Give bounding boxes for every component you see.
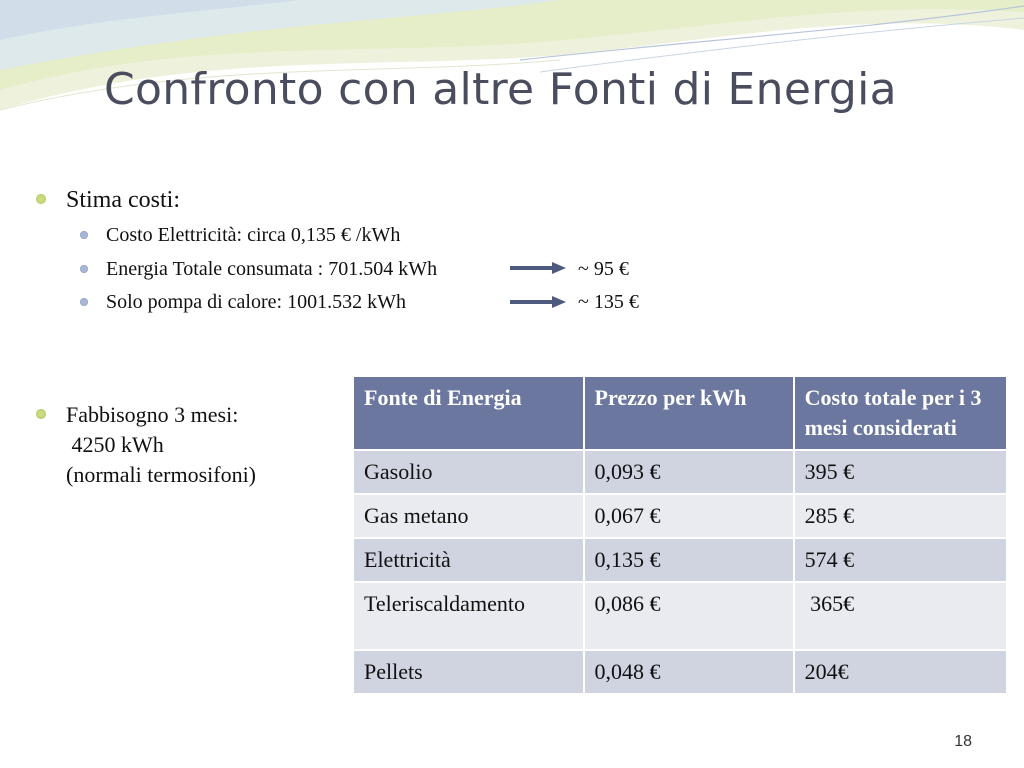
cell-costo: 395 € xyxy=(794,450,1007,494)
sub-bullet-dot-icon xyxy=(80,231,88,239)
cell-costo: 574 € xyxy=(794,538,1007,582)
page-number: 18 xyxy=(954,733,972,750)
sub-bullet-pompa-calore: Solo pompa di calore: 1001.532 kWh xyxy=(106,291,406,313)
fabbisogno-kwh: 4250 kWh xyxy=(66,432,164,457)
cell-costo: 204€ xyxy=(794,650,1007,694)
header-costo-totale: Costo totale per i 3 mesi considerati xyxy=(794,376,1007,450)
sub-bullet-dot-icon xyxy=(80,265,88,273)
cell-fonte: Teleriscaldamento xyxy=(353,582,584,650)
bullet-stima-costi: Stima costi: xyxy=(66,187,180,213)
fabbisogno-label: Fabbisogno 3 mesi: xyxy=(66,402,239,427)
header-fonte-di-energia: Fonte di Energia xyxy=(353,376,584,450)
right-arrow-icon xyxy=(510,296,566,308)
cell-prezzo: 0,135 € xyxy=(584,538,794,582)
table-row xyxy=(353,450,1007,494)
sub-bullet-costo-elettricita: Costo Elettricità: circa 0,135 € /kWh xyxy=(106,224,401,246)
right-arrow-icon xyxy=(510,262,566,274)
bullet-fabbisogno xyxy=(66,400,256,490)
result-pompa-calore: ~ 135 € xyxy=(578,291,639,313)
table-row xyxy=(353,582,1007,650)
bullet-dot-icon xyxy=(36,409,46,419)
cell-prezzo: 0,086 € xyxy=(584,582,794,650)
table-row xyxy=(353,538,1007,582)
cell-fonte: Pellets xyxy=(353,650,584,694)
sub-bullet-dot-icon xyxy=(80,298,88,306)
bullet-dot-icon xyxy=(36,194,46,204)
sub-bullet-energia-totale: Energia Totale consumata : 701.504 kWh xyxy=(106,258,438,280)
header-prezzo-per-kwh: Prezzo per kWh xyxy=(584,376,794,450)
fabbisogno-note: (normali termosifoni) xyxy=(66,462,257,487)
table-row xyxy=(353,494,1007,538)
cell-fonte: Gas metano xyxy=(353,494,584,538)
table-header-row xyxy=(353,376,1007,450)
cell-fonte: Elettricità xyxy=(353,538,584,582)
cell-prezzo: 0,048 € xyxy=(584,650,794,694)
cell-prezzo: 0,093 € xyxy=(584,450,794,494)
energy-comparison-table xyxy=(352,375,1008,695)
cell-fonte: Gasolio xyxy=(353,450,584,494)
page-title: Confronto con altre Fonti di Energia xyxy=(104,64,897,115)
cell-costo: 365€ xyxy=(794,582,1007,650)
result-energia-totale: ~ 95 € xyxy=(578,258,629,280)
cell-prezzo: 0,067 € xyxy=(584,494,794,538)
cell-costo: 285 € xyxy=(794,494,1007,538)
table-row xyxy=(353,650,1007,694)
